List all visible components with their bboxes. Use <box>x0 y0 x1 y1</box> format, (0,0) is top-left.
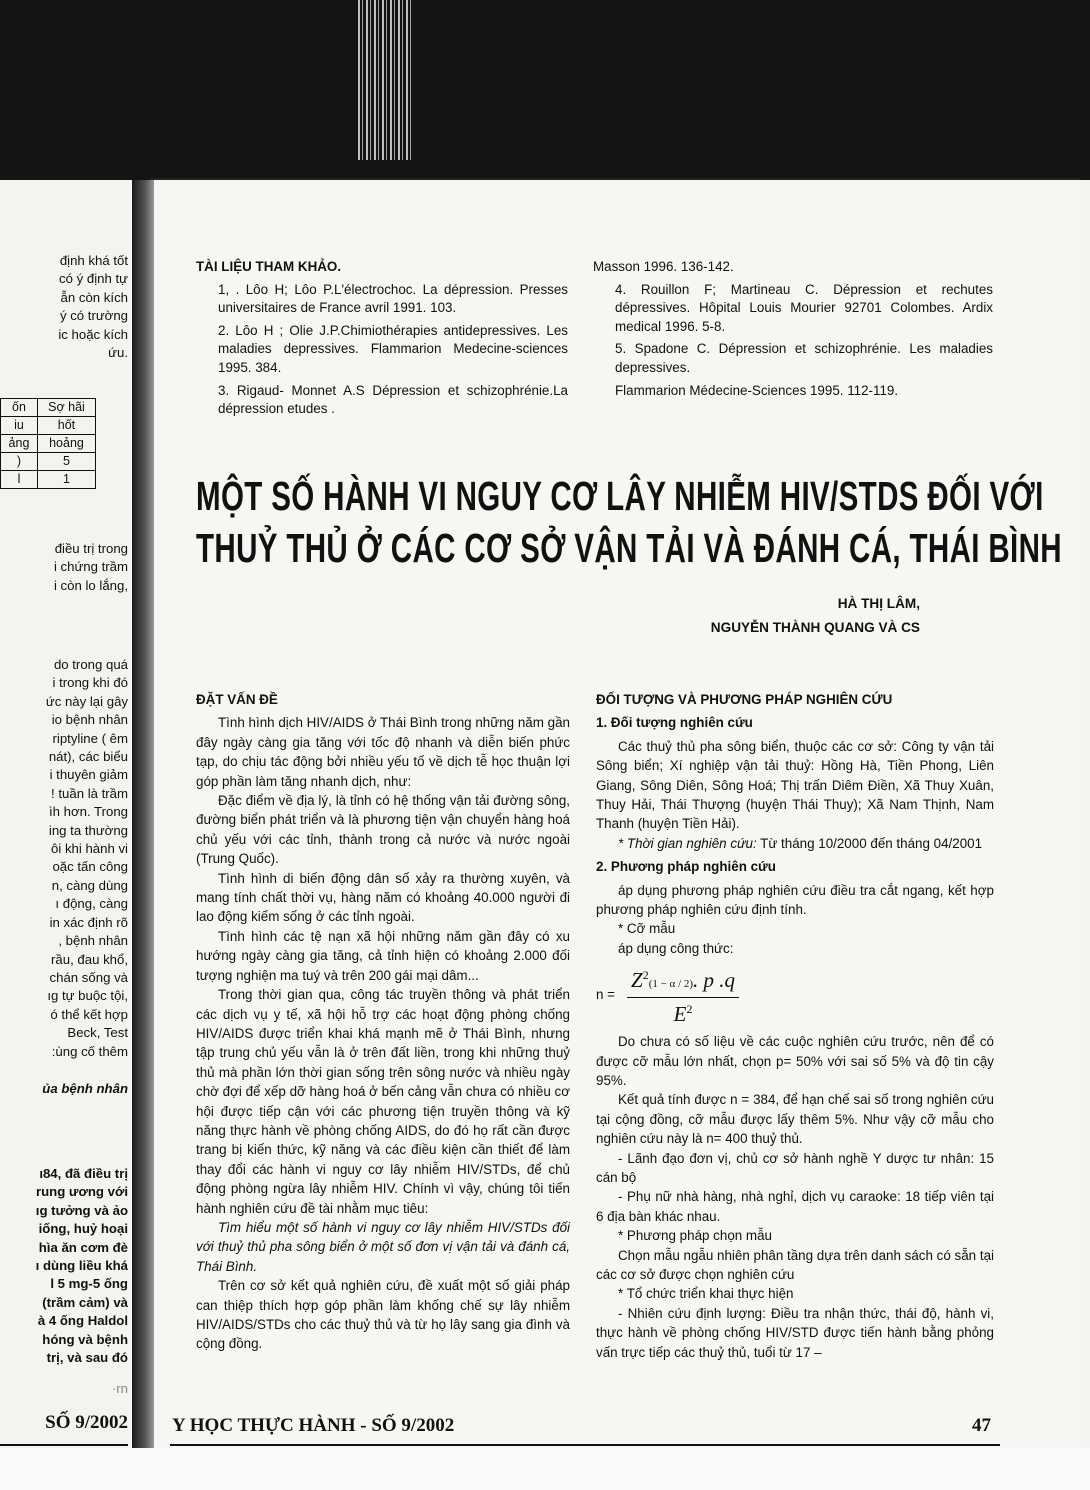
paragraph: Tình hình các tệ nạn xã hội những năm gần đây có xu hướng ngày càng gia tăng, cả tỉnh hiện có khoảng 2.000 đối tượng nghiện ma tuý và trên 200 gái mại dâm... <box>196 928 570 983</box>
table-cell: l <box>1 471 38 489</box>
previous-page-line: l 5 mg-5 ống <box>50 1276 128 1292</box>
references-heading: TÀI LIỆU THAM KHẢO. <box>196 259 342 274</box>
formula-e: E <box>673 1001 687 1026</box>
previous-page-strip <box>0 180 132 1450</box>
paragraph: Các thuỷ thủ pha sông biển, thuộc các cơ sở: Công ty vận tải Sông biển; Xí nghiệp vận tải thuỷ: Hồng Hà, Tiền Phong, Liên Giang, Sông Diên, Sông Hoá; Thị trấn Diêm Điền, Xã Thuy Xuân, Thuy Hải, Thái Thượng (huyện Thái Thuy); Xã Nam Thịnh, Nam Thanh (huyện Tiền Hải). <box>596 738 994 832</box>
journal-footer: Y HỌC THỰC HÀNH - SỐ 9/2002 <box>172 1415 455 1436</box>
previous-page-line: i trong khi đó <box>52 675 128 691</box>
previous-page-trail: ·rn <box>111 1381 128 1396</box>
formula-denominator <box>674 998 693 1024</box>
binding-shadow <box>132 180 154 1460</box>
table-row <box>1 399 96 417</box>
scan-dark-band <box>0 0 1090 180</box>
previous-page-line: trị, và sau đó <box>46 1350 128 1366</box>
reference-1: 1, . Lôo H; Lôo P.L'électrochoc. La dépression. Presses universitaires de France avril 1991. 103. <box>218 281 568 316</box>
previous-page-line: điều trị trong <box>54 541 128 556</box>
reference-3: 3. Rigaud- Monnet A.S Dépression et schizophrénie.La dépression etudes . <box>218 382 568 417</box>
previous-page-line: ức này lại gây <box>45 693 128 709</box>
objective-paragraph: Tìm hiểu một số hành vi nguy cơ lây nhiễm HIV/STDs đối với thuỷ thủ pha sông biển ở một số đơn vị vận tải và đánh cá, Thái Bình. <box>196 1219 570 1274</box>
formula-fraction <box>627 966 739 1024</box>
previous-page-line: riptyline ( êm <box>52 730 128 746</box>
previous-page-line: ı dùng liều khá <box>35 1258 128 1274</box>
previous-page-line: ıg tự buộc tội, <box>47 988 128 1004</box>
previous-page-italic-line: ủa bệnh nhân <box>42 1081 128 1096</box>
table-cell: 5 <box>37 453 95 471</box>
previous-page-line: rầu, đau khổ, <box>51 951 128 967</box>
study-time-value: Từ tháng 10/2000 đến tháng 04/2001 <box>760 835 983 851</box>
previous-page-table <box>0 398 96 489</box>
previous-page-line: có ý định tự <box>59 271 128 287</box>
previous-page-line: , bệnh nhân <box>58 933 128 949</box>
references-left <box>196 258 568 423</box>
table-cell: ) <box>1 453 38 471</box>
formula-lhs: n = <box>596 987 615 1003</box>
page-number: 47 <box>972 1415 991 1436</box>
previous-page-line: oặc tấn công <box>52 859 128 875</box>
subheading-method: 2. Phương pháp nghiên cứu <box>596 859 776 875</box>
study-time-label: * Thời gian nghiên cứu: <box>618 835 757 851</box>
table-cell: 1 <box>37 471 95 489</box>
bullet-organization: * Tổ chức triển khai thực hiện <box>618 1286 794 1302</box>
paragraph: - Nhiên cứu định lượng: Điều tra nhận thức, thái độ, hành vi, thực hành về phòng chống HIV/STD được tiến hành bằng phỏng vấn trực tiếp các thuỷ thủ, tuổi từ 17 – <box>596 1305 994 1360</box>
body-right-column <box>596 690 994 1362</box>
paragraph: áp dụng phương pháp nghiên cứu điều tra cắt ngang, kết hợp phương pháp nghiên cứu định tính. <box>596 882 994 918</box>
author-2: NGUYỄN THÀNH QUANG VÀ CS <box>710 620 920 635</box>
formula-z: Z <box>631 968 643 993</box>
previous-page-line: i còn lo lắng, <box>53 577 128 593</box>
table-cell: iu <box>1 417 38 435</box>
previous-page-line: ôi khi hành vi <box>51 841 128 857</box>
previous-page-line: hìa ăn cơm đè <box>38 1239 128 1255</box>
previous-page-line: in xác định rõ <box>49 914 128 930</box>
reference-2: 2. Lôo H ; Olie J.P.Chimiothérapies antidepressives. Les maladies depressives. Flammarion Medecine-sciences 1995. 384. <box>218 322 568 375</box>
previous-page-line: à 4 ống Haldol <box>37 1313 128 1329</box>
previous-page-line: n, càng dùng <box>51 877 128 893</box>
previous-page-footer: SỐ 9/2002 <box>45 1412 128 1433</box>
previous-page-line: ı động, càng <box>55 896 128 912</box>
table-row <box>1 471 96 489</box>
paragraph: Do chưa có số liệu về các cuộc nghiên cứu trước, nên để có được cỡ mẫu lớn nhất, chọn p= 50% với sai số 5% và độ tin cậy 95%. <box>596 1034 994 1088</box>
bullet-sample-size: * Cỡ mẫu <box>618 921 676 937</box>
table-cell: hốt <box>37 417 95 435</box>
body-left-column <box>196 690 570 1354</box>
previous-page-line: i thuyên giảm <box>49 767 128 783</box>
sample-size-formula <box>596 966 994 1024</box>
paragraph: Trong thời gian qua, công tác truyền thông và phát triển các dịch vụ y tế, xã hội hỗ trợ các hoạt động phòng chống HIV/AIDS được triển khai khá mạnh mẽ ở Thái Bình, nhưng tập trung chủ yếu vẫn là ở trên đất liền, trong khi những thuỷ thủ mà phần lớn thời gian sống trên sông nước và nhiều ngày chờ đợi để xếp dỡ hàng hoá ở bến cảng vẫn chưa có nhiều cơ hội được tiếp cận với các phương tiện truyền thông và kỹ năng thực hành về phòng chống AIDS, do đó họ rất cần được trang bị kiến thức, kỹ năng và các điều kiện cần thiết để làm thay đổi các hành vi nguy cơ lây nhiễm HIV/STDs, để chủ động phòng ngừa lây nhiễm HIV. Chính vì vậy, chúng tôi tiến hành nghiên cứu đề tài nhằm mục tiêu: <box>196 987 570 1216</box>
author-1: HÀ THỊ LÂM, <box>837 596 920 611</box>
formula-z-exp: 2 <box>642 968 649 983</box>
study-time <box>596 834 994 853</box>
paragraph: Chọn mẫu ngẫu nhiên phân tầng dựa trên danh sách có sẵn tại các cơ sở được chọn nghiên cứu <box>596 1247 994 1282</box>
previous-page-line: io bệnh nhân <box>51 712 128 728</box>
paragraph: Kết quả tính được n = 384, để hạn chế sai số trong nghiên cứu tại cộng đồng, cỡ mẫu được lấy thêm 5%. Như vậy cỡ mẫu cho nghiên cứu này là n= 400 thuỷ thủ. <box>596 1092 994 1147</box>
previous-page-block-2 <box>54 540 128 595</box>
previous-page-line: ìh hơn. Trong <box>48 804 128 820</box>
previous-page-block-4 <box>36 1165 128 1367</box>
previous-page-line: ứu. <box>108 345 128 361</box>
barcode-strip <box>358 0 414 160</box>
previous-page-line: nát), các biểu <box>48 749 128 765</box>
previous-page-line: rung ương với <box>35 1184 128 1200</box>
paragraph: Đặc điểm về địa lý, là tỉnh có hệ thống vận tải đường sông, đường biển phát triển và là phương tiện vận chuyển hàng hoá chủ yếu với các tỉnh, thành trong cả nước và nước ngoài (Trung Quốc). <box>196 793 570 867</box>
section-heading-methods: ĐỐI TƯỢNG VÀ PHƯƠNG PHÁP NGHIÊN CỨU <box>596 692 893 707</box>
reference-5-cont: Flammarion Médecine-Sciences 1995. 112-119. <box>615 382 899 398</box>
previous-page-line: chán sống và <box>49 969 128 985</box>
reference-4: 4. Rouillon F; Martineau C. Dépression et rechutes dépressives. Hôpital Louis Mourier 92701 Colombes. Ardix medical 1996. 5-8. <box>615 281 993 334</box>
formula-numerator <box>627 966 739 997</box>
previous-page-line: ! tuần là trầm <box>51 785 128 801</box>
paragraph: Tình hình dịch HIV/AIDS ở Thái Bình trong những năm gần đây ngày càng gia tăng với tốc độ nhanh và diễn biến phức tạp, do chịu tác động bởi nhiều yếu tố về dịch tễ học thuận lợi góp phần làm tăng nhanh dịch, như: <box>196 715 570 789</box>
subheading-subjects: 1. Đối tượng nghiên cứu <box>596 715 753 731</box>
table-cell: ảng <box>1 435 38 453</box>
bullet-sampling-method: * Phương pháp chọn mẫu <box>618 1228 772 1244</box>
previous-page-line: ı84, đã điều trị <box>39 1166 128 1181</box>
previous-page-line: hóng và bệnh <box>42 1331 128 1347</box>
previous-page-line: do trong quá <box>53 657 128 672</box>
formula-pq: . p .q <box>693 968 736 993</box>
references-right <box>593 258 993 404</box>
previous-page-line: ing ta thường <box>48 822 128 838</box>
article-title <box>196 470 1062 574</box>
table-cell: Sợ hãi <box>37 399 95 417</box>
previous-page-line: ẫn còn kích <box>60 289 128 305</box>
paragraph: - Lãnh đạo đơn vị, chủ cơ sở hành nghề Y dược tư nhân: 15 cán bộ <box>596 1150 994 1185</box>
table-row <box>1 453 96 471</box>
section-heading-dat-van-de: ĐẶT VẤN ĐỀ <box>196 692 278 707</box>
previous-page-line: định khá tốt <box>59 253 128 268</box>
formula-z-sub: (1 − α / 2) <box>648 978 694 991</box>
previous-page-line: ic hoặc kích <box>58 326 128 342</box>
reference-3-cont: Masson 1996. 136-142. <box>593 259 734 274</box>
paragraph: Trên cơ sở kết quả nghiên cứu, đề xuất một số giải pháp can thiệp thích hợp góp phần làm khống chế sự lây nhiễm HIV/AIDS/STDs cho các thuỷ thủ và từ họ lây sang gia đình và cộng đồng. <box>196 1278 570 1352</box>
previous-footer-rule <box>0 1444 128 1446</box>
bottom-margin <box>0 1448 1090 1490</box>
previous-page-line: ý có trường <box>59 308 128 324</box>
previous-page-line: (trầm cảm) và <box>42 1294 128 1310</box>
formula-intro: áp dụng công thức: <box>618 940 734 956</box>
table-cell: hoảng <box>37 435 95 453</box>
paragraph: - Phụ nữ nhà hàng, nhà nghỉ, dịch vụ caraoke: 18 tiếp viên tại 6 địa bàn khác nhau. <box>596 1189 994 1224</box>
authors <box>711 592 920 640</box>
previous-page-line: ó thể kết hợp <box>50 1006 128 1022</box>
previous-page-block-3 <box>46 656 128 1061</box>
formula-e-exp: 2 <box>686 1001 693 1016</box>
previous-page-line: ıg tưởng và ảo <box>35 1202 128 1218</box>
previous-page-line: :ùng cố thêm <box>51 1043 128 1059</box>
title-line-2: THUỶ THỦ Ở CÁC CƠ SỞ VẬN TẢI VÀ ĐÁNH CÁ, THÁI BÌNH <box>196 525 1062 571</box>
previous-page-line: i chứng trầm <box>53 559 128 575</box>
previous-page-line: iống, huỷ hoại <box>38 1221 128 1237</box>
table-row <box>1 435 96 453</box>
footer-rule <box>170 1444 1000 1446</box>
reference-5: 5. Spadone C. Dépression et schizophrénie. Les maladies depressives. <box>615 341 993 375</box>
previous-page-block-1 <box>58 252 128 362</box>
table-row <box>1 417 96 435</box>
paragraph: Tình hình di biến động dân số xảy ra thường xuyên, và mang tính chất thời vụ, hàng năm có khoảng 40.000 người đi lao động kiếm sống ở các tỉnh ngoài. <box>196 870 570 925</box>
title-line-1: MỘT SỐ HÀNH VI NGUY CƠ LÂY NHIỄM HIV/STDS ĐỐI VỚI <box>196 473 1044 519</box>
table-cell: ốn <box>1 399 38 417</box>
previous-page-line: Beck, Test <box>67 1025 128 1041</box>
